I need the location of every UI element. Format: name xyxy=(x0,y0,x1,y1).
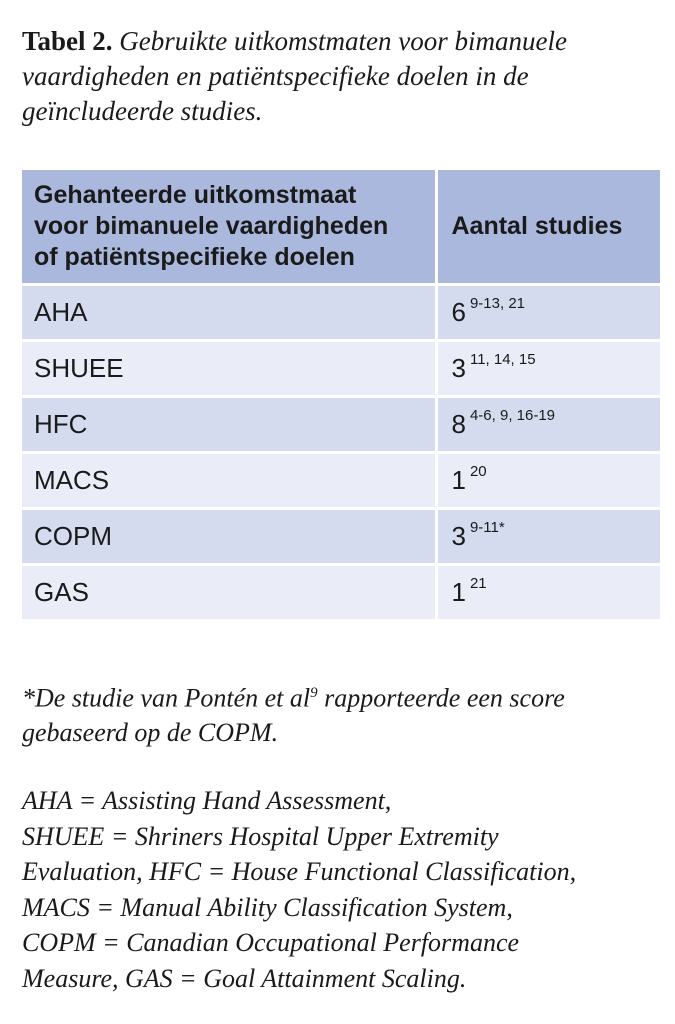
header-measure-line: Gehanteerde uitkomstmaat xyxy=(34,181,357,209)
reference-superscript: 20 xyxy=(469,463,487,481)
measure-cell: MACS xyxy=(22,453,436,509)
footnote-reference: 9 xyxy=(310,685,318,701)
count-value: 1 xyxy=(451,577,466,607)
count-cell xyxy=(436,341,660,397)
measure-cell: AHA xyxy=(22,285,436,341)
count-value: 3 xyxy=(451,521,466,551)
count-value: 6 xyxy=(451,297,466,327)
caption-label: Tabel 2. xyxy=(22,26,113,56)
count-cell xyxy=(436,565,660,621)
outcome-measures-table xyxy=(22,170,660,622)
table-row xyxy=(22,397,660,453)
measure-cell: GAS xyxy=(22,565,436,621)
count-cell xyxy=(436,397,660,453)
footnote-text-before: *De studie van Pontén et al xyxy=(22,683,311,713)
abbreviation-line: Evaluation, HFC = House Functional Classification, xyxy=(22,857,577,886)
count-cell xyxy=(436,509,660,565)
table-row xyxy=(22,285,660,341)
table-footnote xyxy=(22,676,672,750)
count-value: 1 xyxy=(451,465,466,495)
header-measure-line: voor bimanuele vaardigheden xyxy=(34,212,389,240)
reference-superscript: 4-6, 9, 16-19 xyxy=(469,407,556,425)
reference-superscript: 9-11* xyxy=(469,519,505,537)
count-cell xyxy=(436,453,660,509)
header-measure xyxy=(22,170,436,285)
count-cell xyxy=(436,285,660,341)
header-measure-line: of patiëntspecifieke doelen xyxy=(34,243,355,271)
count-value: 3 xyxy=(451,353,466,383)
table-row xyxy=(22,509,660,565)
table-row xyxy=(22,565,660,621)
abbreviation-line: AHA = Assisting Hand Assessment, xyxy=(22,786,392,815)
abbreviation-line: COPM = Canadian Occupational Performance xyxy=(22,928,520,957)
measure-cell: SHUEE xyxy=(22,341,436,397)
table-row xyxy=(22,341,660,397)
table-header-row xyxy=(22,170,660,285)
abbreviation-list xyxy=(22,783,672,996)
abbreviation-line: SHUEE = Shriners Hospital Upper Extremity xyxy=(22,821,499,851)
header-count: Aantal studies xyxy=(436,170,660,285)
footnote-text-after: rapporteerde een score gebaseerd op de COPM. xyxy=(22,683,565,747)
count-value: 8 xyxy=(451,409,466,439)
table-caption xyxy=(22,24,662,129)
abbreviation-line: Measure, GAS = Goal Attainment Scaling. xyxy=(22,963,467,993)
caption-title: Gebruikte uitkomstmaten voor bimanuele vaardigheden en patiëntspecifieke doelen in de geïncludeerde studies. xyxy=(22,26,567,126)
abbreviation-line: MACS = Manual Ability Classification System, xyxy=(22,892,513,922)
table-row xyxy=(22,453,660,509)
reference-superscript: 21 xyxy=(469,575,487,593)
measure-cell: COPM xyxy=(22,509,436,565)
reference-superscript: 11, 14, 15 xyxy=(469,351,536,369)
reference-superscript: 9-13, 21 xyxy=(469,295,526,313)
measure-cell: HFC xyxy=(22,397,436,453)
